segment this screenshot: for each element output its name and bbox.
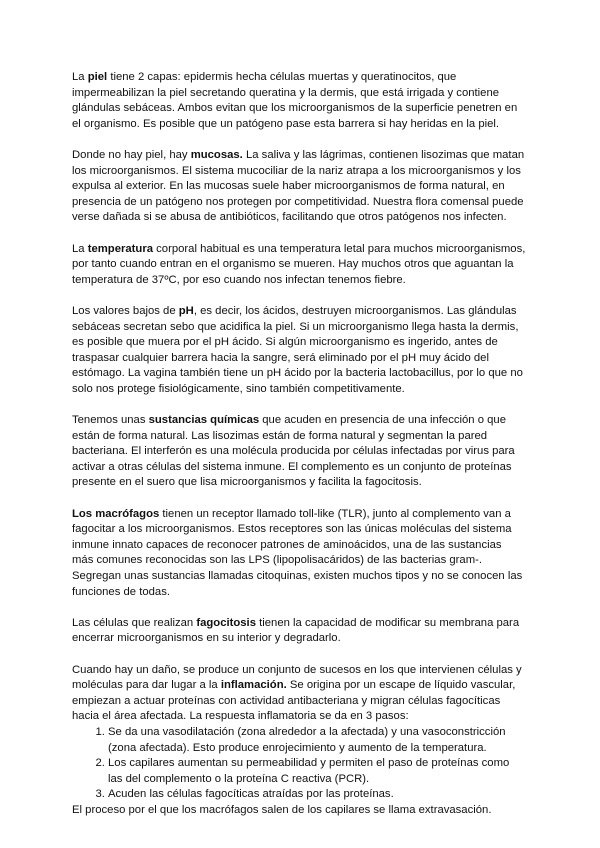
term-phagocytosis: fagocitosis [196,616,256,629]
term-temperature: temperatura [87,242,154,255]
paragraph-skin: La piel tiene 2 capas: epidermis hecha células muertas y queratinocitos, que impermeabilizan la piel secretando queratina y la dermis, que está irrigada y contiene glándulas sebáceas. Ambos evitan que los microorganismos de la superficie penetren en el organismo. Es posible que un patógeno pase esta barrera si hay heridas en la piel. [72,71,518,130]
term-mucosa: mucosas. [190,148,243,161]
paragraph-macrophages: Los macrófagos tienen un receptor llamado toll-like (TLR), junto al complemento van a fagocitar a los microorganismos. Estos receptores son las únicas moléculas del sistema inmune innato capaces de reconocer patrones de aminoácidos, una de las sustancias más comunes reconocidas son las LPS (lipopolisacáridos) de las bacterias gram-. Segregan unas sustancias llamadas citoquinas, existen muchos tipos y no se conocen las funciones de todas. [72,507,523,598]
term-skin: piel [87,71,108,83]
paragraph-inflammation: Cuando hay un daño, se produce un conjunto de sucesos en los que intervienen células y moléculas para dar lugar a la inflamación. Se origina por un escape de líquido vascular, empiezan a actuar proteínas con actividad antibacteriana y migran células fagocíticas hacia el área afectada. La respuesta inflamatoria se da en 3 pasos: [72,663,522,723]
paragraph-chemicals: Tenemos unas sustancias químicas que acuden en presencia de una infección o que están de forma natural. Las lisozimas están de forma natural y segmentan la pared bacteriana. El interferón es una molécula producida por células infectadas por virus para activar a otras células del sistema inmune. El complemento es un conjunto de proteínas presente en el suero que lisa microorganismos y facilita la fagocitosis. [72,414,515,489]
term-ph: pH [178,304,194,317]
term-chemicals: sustancias químicas [148,414,260,427]
paragraph-ph: Los valores bajos de pH, es decir, los ácidos, destruyen microorganismos. Las glándulas sebáceas secretan sebo que acidifica la piel. Si un microorganismo llega hasta la dermis, es posible que muera por el pH ácido. Si algún microorganismo es ingerido, antes de traspasar cualquier barrera hacia la sangre, será eliminado por el pH muy ácido del estómago. La vagina también tiene un pH ácido por la bacteria lactobacillus, por lo que no solo nos protege fisiológicamente, sino también competitivamente. [72,304,523,395]
paragraph-mucosa: Donde no hay piel, hay mucosas. La saliva y las lágrimas, contienen lisozimas que matan los microorganismos. El sistema mucociliar de la nariz atrapa a los microorganismos y los expulsa al exterior. En las mucosas suele haber microorganismos de forma natural, en presencia de un patógeno nos protegen por competitividad. Nuestra flora comensal puede verse dañada si se abusa de antibióticos, facilitando que otros patógenos nos infecten. [72,148,525,224]
paragraph-extravasation: El proceso por el que los macrófagos salen de los capilares se llama extravasación. [72,803,492,816]
paragraph-phagocytosis: Las células que realizan fagocitosis tienen la capacidad de modificar su membrana para encerrar microorganismos en su interior y degradarlo. [72,616,520,645]
paragraph-temperature: La temperatura corporal habitual es una temperatura letal para muchos microorganismos, por tanto cuando entran en el organismo se mueren. Hay muchos otros que aguantan la temperatura de 37ºC, por eso cuando nos infectan tenemos fiebre. [72,242,526,286]
inflammation-steps-list [72,725,526,803]
list-item: 2. Los capilares aumentan su permeabilidad y permiten el paso de proteínas como las del complemento o la proteína C reactiva (PCR). [108,756,526,787]
term-macrophages: Los macrófagos [72,507,160,520]
list-item: 1. Se da una vasodilatación (zona alrededor a la afectada) y una vasoconstricción (zona afectada). Esto produce enrojecimiento y aumento de la temperatura. [108,725,526,756]
term-inflammation: inflamación. [220,679,287,692]
list-item: 3. Acuden las células fagocíticas atraídas por las proteínas. [108,787,526,803]
